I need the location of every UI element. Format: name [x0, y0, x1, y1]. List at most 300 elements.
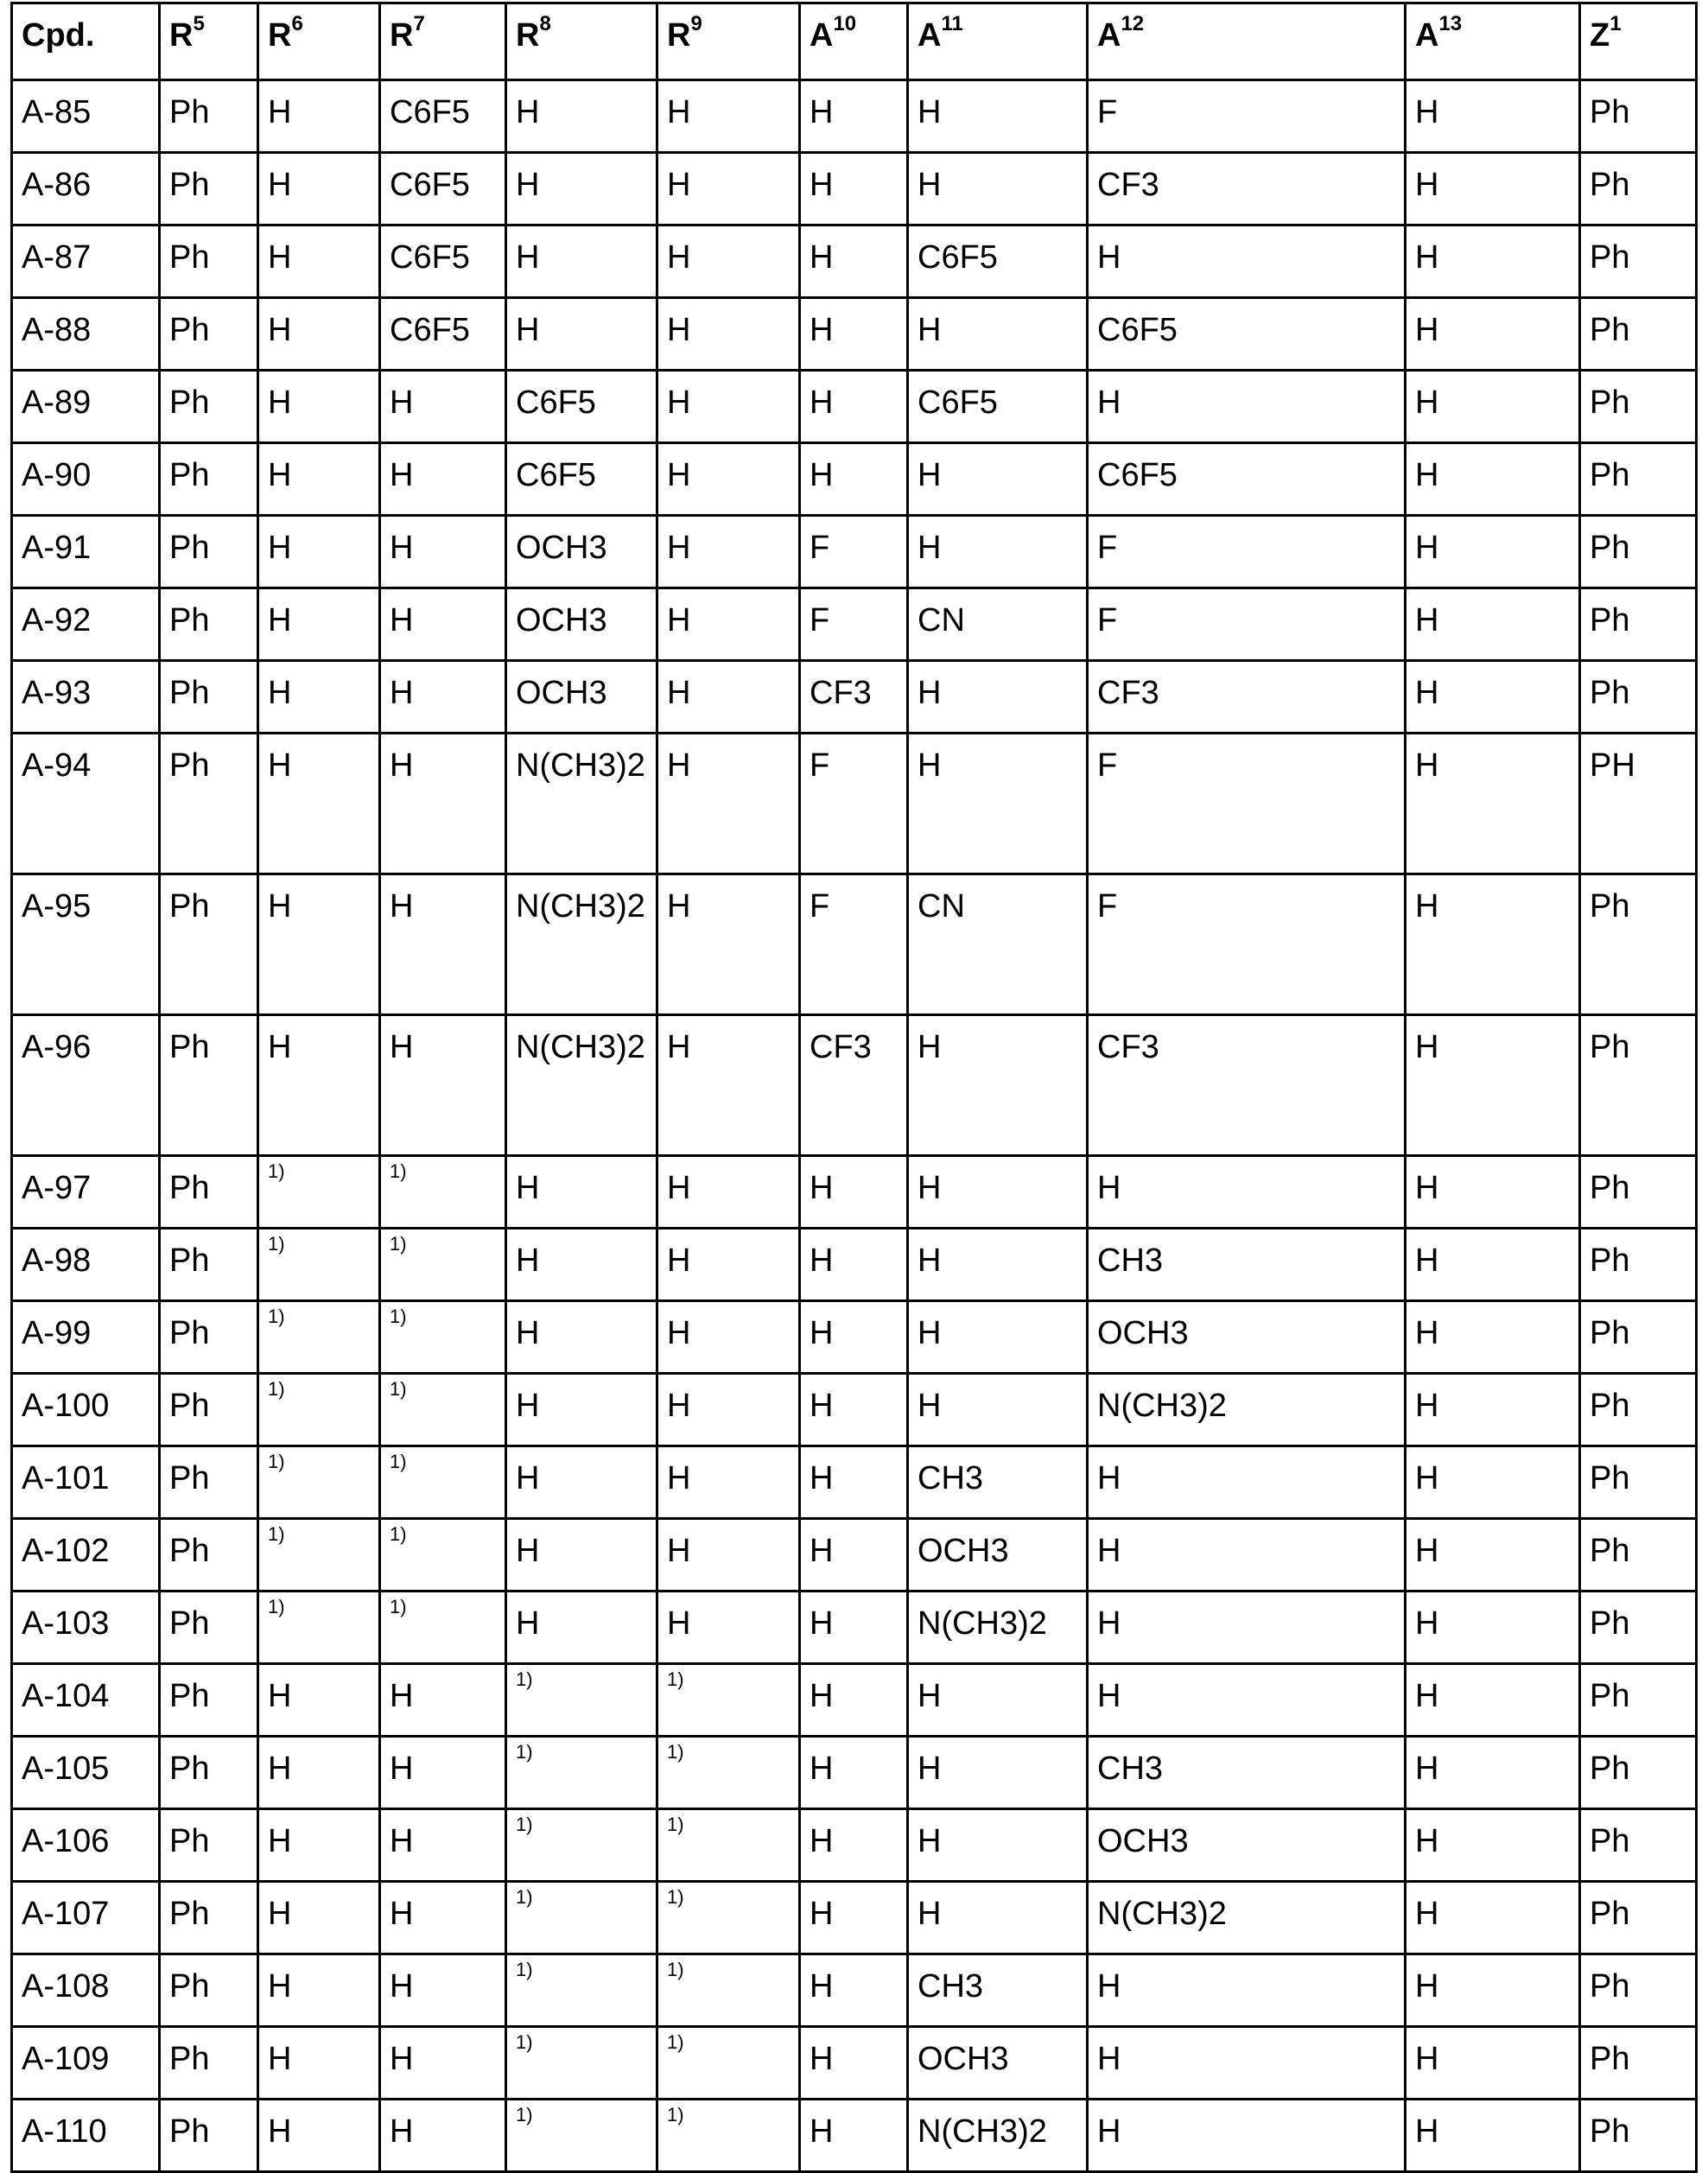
substituent-cell: Ph [1580, 1229, 1697, 1301]
substituent-cell: H [657, 1301, 800, 1374]
substituent-cell: Ph [1580, 1882, 1697, 1954]
footnote-marker-cell: 1) [380, 1301, 506, 1374]
substituent-cell: H [908, 298, 1088, 371]
substituent-cell: C6F5 [506, 443, 657, 516]
header-label: A [1415, 17, 1438, 54]
table-row [12, 371, 1697, 443]
substituent-cell: N(CH3)2 [908, 2100, 1088, 2172]
substituent-cell: H [1406, 443, 1580, 516]
substituent-cell: H [1406, 2100, 1580, 2172]
column-header [800, 3, 908, 80]
compound-table [10, 2, 1698, 2173]
substituent-cell: N(CH3)2 [908, 1592, 1088, 1664]
substituent-cell: Ph [160, 1809, 258, 1882]
substituent-cell: H [258, 1664, 380, 1737]
column-header [380, 3, 506, 80]
substituent-cell: H [1406, 226, 1580, 298]
footnote-marker-cell: 1) [657, 1882, 800, 1954]
substituent-cell: Ph [1580, 1809, 1697, 1882]
substituent-cell: Ph [160, 298, 258, 371]
substituent-cell: H [258, 1809, 380, 1882]
substituent-cell: Ph [1580, 874, 1697, 1015]
substituent-cell: Ph [160, 1664, 258, 1737]
substituent-cell: Ph [160, 734, 258, 874]
substituent-cell: H [1406, 1592, 1580, 1664]
substituent-cell: H [657, 80, 800, 153]
substituent-cell: H [1406, 874, 1580, 1015]
table-row [12, 661, 1697, 734]
table-row [12, 1519, 1697, 1592]
substituent-cell: H [1406, 2027, 1580, 2100]
substituent-cell: H [800, 1882, 908, 1954]
column-header [506, 3, 657, 80]
substituent-cell: H [908, 1882, 1088, 1954]
substituent-cell: Ph [1580, 661, 1697, 734]
compound-id-cell: A-104 [12, 1664, 160, 1737]
table-row [12, 1374, 1697, 1446]
substituent-cell: H [800, 1664, 908, 1737]
compound-id-cell: A-88 [12, 298, 160, 371]
substituent-cell: H [657, 298, 800, 371]
table-row [12, 298, 1697, 371]
substituent-cell: H [380, 516, 506, 588]
substituent-cell: H [657, 371, 800, 443]
header-superscript: 7 [413, 12, 424, 35]
substituent-cell: H [657, 1446, 800, 1519]
substituent-cell: H [380, 874, 506, 1015]
substituent-cell: H [258, 2027, 380, 2100]
footnote-marker-cell: 1) [506, 1809, 657, 1882]
substituent-cell: Ph [1580, 1301, 1697, 1374]
substituent-cell: H [657, 661, 800, 734]
substituent-cell: H [380, 2100, 506, 2172]
substituent-cell: Ph [1580, 2100, 1697, 2172]
substituent-cell: Ph [160, 1015, 258, 1156]
header-row [12, 3, 1697, 80]
substituent-cell: H [1406, 1156, 1580, 1229]
table-row [12, 1156, 1697, 1229]
footnote-marker-cell: 1) [657, 2027, 800, 2100]
column-header [160, 3, 258, 80]
compound-id-cell: A-92 [12, 588, 160, 661]
column-header [1406, 3, 1580, 80]
substituent-cell: Ph [160, 1737, 258, 1809]
header-label: Z [1590, 17, 1610, 54]
substituent-cell: Ph [1580, 1446, 1697, 1519]
substituent-cell: OCH3 [908, 1519, 1088, 1592]
table-row [12, 1664, 1697, 1737]
substituent-cell: H [800, 1737, 908, 1809]
substituent-cell: H [1088, 371, 1406, 443]
substituent-cell: H [506, 1592, 657, 1664]
substituent-cell: Ph [160, 1229, 258, 1301]
substituent-cell: Ph [160, 1882, 258, 1954]
compound-id-cell: A-103 [12, 1592, 160, 1664]
substituent-cell: Ph [1580, 298, 1697, 371]
substituent-cell: H [1406, 1519, 1580, 1592]
substituent-cell: H [1406, 298, 1580, 371]
substituent-cell: H [800, 226, 908, 298]
substituent-cell: H [506, 298, 657, 371]
compound-id-cell: A-100 [12, 1374, 160, 1446]
substituent-cell: F [800, 874, 908, 1015]
substituent-cell: Ph [160, 153, 258, 226]
substituent-cell: H [1088, 1156, 1406, 1229]
footnote-marker-cell: 1) [506, 1954, 657, 2027]
substituent-cell: Ph [160, 80, 258, 153]
footnote-marker-cell: 1) [657, 1664, 800, 1737]
substituent-cell: H [800, 1809, 908, 1882]
substituent-cell: OCH3 [1088, 1301, 1406, 1374]
substituent-cell: H [800, 1374, 908, 1446]
substituent-cell: H [258, 734, 380, 874]
substituent-cell: Ph [1580, 588, 1697, 661]
footnote-marker-cell: 1) [657, 2100, 800, 2172]
substituent-cell: OCH3 [506, 588, 657, 661]
substituent-cell: H [258, 153, 380, 226]
substituent-cell: F [1088, 80, 1406, 153]
compound-id-cell: A-86 [12, 153, 160, 226]
substituent-cell: H [258, 1015, 380, 1156]
substituent-cell: Ph [160, 516, 258, 588]
column-header [258, 3, 380, 80]
substituent-cell: H [1406, 80, 1580, 153]
footnote-marker-cell: 1) [258, 1592, 380, 1664]
substituent-cell: H [1406, 1229, 1580, 1301]
substituent-cell: H [506, 153, 657, 226]
substituent-cell: Ph [1580, 443, 1697, 516]
header-superscript: 11 [941, 12, 962, 35]
substituent-cell: H [380, 734, 506, 874]
column-header [12, 3, 160, 80]
table-row [12, 226, 1697, 298]
table-row [12, 516, 1697, 588]
header-superscript: 13 [1438, 12, 1462, 35]
compound-id-cell: A-95 [12, 874, 160, 1015]
footnote-marker-cell: 1) [506, 1882, 657, 1954]
substituent-cell: H [1088, 226, 1406, 298]
substituent-cell: H [800, 2100, 908, 2172]
substituent-cell: Ph [1580, 516, 1697, 588]
compound-id-cell: A-94 [12, 734, 160, 874]
substituent-cell: N(CH3)2 [506, 734, 657, 874]
substituent-cell: H [506, 1519, 657, 1592]
table-row [12, 734, 1697, 874]
footnote-marker-cell: 1) [258, 1156, 380, 1229]
substituent-cell: H [657, 1374, 800, 1446]
header-superscript: 1 [1610, 12, 1621, 35]
header-label: R [169, 17, 193, 54]
substituent-cell: H [1406, 516, 1580, 588]
header-superscript: 8 [539, 12, 550, 35]
table-row [12, 1229, 1697, 1301]
substituent-cell: Ph [160, 588, 258, 661]
table-row [12, 874, 1697, 1015]
substituent-cell: Ph [160, 661, 258, 734]
substituent-cell: Ph [160, 874, 258, 1015]
substituent-cell: H [657, 1592, 800, 1664]
footnote-marker-cell: 1) [380, 1156, 506, 1229]
footnote-marker-cell: 1) [506, 2100, 657, 2172]
compound-id-cell: A-105 [12, 1737, 160, 1809]
substituent-cell: Ph [1580, 1374, 1697, 1446]
substituent-cell: H [506, 1374, 657, 1446]
table-row [12, 1954, 1697, 2027]
compound-id-cell: A-106 [12, 1809, 160, 1882]
substituent-cell: C6F5 [1088, 443, 1406, 516]
substituent-cell: H [657, 588, 800, 661]
substituent-cell: H [908, 1374, 1088, 1446]
substituent-cell: H [800, 1519, 908, 1592]
header-label: R [667, 17, 690, 54]
compound-id-cell: A-93 [12, 661, 160, 734]
substituent-cell: H [380, 1809, 506, 1882]
substituent-cell: H [1406, 1664, 1580, 1737]
footnote-marker-cell: 1) [506, 1664, 657, 1737]
substituent-cell: H [908, 1301, 1088, 1374]
substituent-cell: Ph [1580, 1737, 1697, 1809]
compound-id-cell: A-89 [12, 371, 160, 443]
substituent-cell: CH3 [1088, 1737, 1406, 1809]
substituent-cell: Ph [160, 226, 258, 298]
substituent-cell: CH3 [1088, 1229, 1406, 1301]
table-row [12, 2027, 1697, 2100]
substituent-cell: Ph [1580, 1664, 1697, 1737]
substituent-cell: H [1088, 2100, 1406, 2172]
substituent-cell: H [258, 588, 380, 661]
substituent-cell: H [258, 516, 380, 588]
compound-id-cell: A-110 [12, 2100, 160, 2172]
table-row [12, 443, 1697, 516]
substituent-cell: H [657, 874, 800, 1015]
substituent-cell: H [258, 874, 380, 1015]
substituent-cell: H [1088, 1446, 1406, 1519]
header-superscript: 6 [291, 12, 302, 35]
substituent-cell: C6F5 [1088, 298, 1406, 371]
footnote-marker-cell: 1) [506, 2027, 657, 2100]
substituent-cell: H [908, 1809, 1088, 1882]
footnote-marker-cell: 1) [258, 1519, 380, 1592]
table-row [12, 153, 1697, 226]
substituent-cell: H [908, 1229, 1088, 1301]
substituent-cell: H [258, 371, 380, 443]
header-label: A [810, 17, 833, 54]
compound-id-cell: A-85 [12, 80, 160, 153]
substituent-cell: H [800, 1954, 908, 2027]
substituent-cell: Ph [160, 2027, 258, 2100]
substituent-cell: H [908, 443, 1088, 516]
substituent-cell: H [258, 1737, 380, 1809]
substituent-cell: N(CH3)2 [506, 874, 657, 1015]
substituent-cell: PH [1580, 734, 1697, 874]
substituent-cell: CF3 [1088, 661, 1406, 734]
compound-id-cell: A-87 [12, 226, 160, 298]
column-header [1580, 3, 1697, 80]
substituent-cell: H [657, 1519, 800, 1592]
footnote-marker-cell: 1) [380, 1446, 506, 1519]
substituent-cell: CN [908, 874, 1088, 1015]
compound-id-cell: A-99 [12, 1301, 160, 1374]
substituent-cell: F [1088, 874, 1406, 1015]
substituent-cell: C6F5 [380, 298, 506, 371]
substituent-cell: H [380, 1737, 506, 1809]
substituent-cell: OCH3 [506, 661, 657, 734]
substituent-cell: Ph [1580, 153, 1697, 226]
substituent-cell: H [800, 371, 908, 443]
substituent-cell: CH3 [908, 1954, 1088, 2027]
header-superscript: 10 [833, 12, 856, 35]
footnote-marker-cell: 1) [380, 1229, 506, 1301]
footnote-marker-cell: 1) [258, 1301, 380, 1374]
substituent-cell: H [800, 1229, 908, 1301]
substituent-cell: H [1406, 1737, 1580, 1809]
header-superscript: 12 [1121, 12, 1144, 35]
footnote-marker-cell: 1) [380, 1592, 506, 1664]
substituent-cell: H [258, 226, 380, 298]
substituent-cell: OCH3 [908, 2027, 1088, 2100]
substituent-cell: H [908, 153, 1088, 226]
substituent-cell: H [657, 734, 800, 874]
table-row [12, 2100, 1697, 2172]
substituent-cell: C6F5 [506, 371, 657, 443]
column-header [1088, 3, 1406, 80]
substituent-cell: H [380, 371, 506, 443]
substituent-cell: H [506, 226, 657, 298]
substituent-cell: H [800, 1301, 908, 1374]
substituent-cell: H [800, 1446, 908, 1519]
substituent-cell: CF3 [800, 661, 908, 734]
header-superscript: 9 [690, 12, 702, 35]
substituent-cell: Ph [160, 1301, 258, 1374]
substituent-cell: CH3 [908, 1446, 1088, 1519]
substituent-cell: H [258, 443, 380, 516]
substituent-cell: H [1406, 1301, 1580, 1374]
substituent-cell: H [258, 298, 380, 371]
substituent-cell: H [258, 1882, 380, 1954]
substituent-cell: Ph [1580, 2027, 1697, 2100]
substituent-cell: H [1406, 1954, 1580, 2027]
compound-id-cell: A-90 [12, 443, 160, 516]
substituent-cell: H [657, 1015, 800, 1156]
compound-id-cell: A-107 [12, 1882, 160, 1954]
substituent-cell: Ph [1580, 80, 1697, 153]
substituent-cell: H [1406, 1374, 1580, 1446]
substituent-cell: H [800, 298, 908, 371]
substituent-cell: H [800, 1592, 908, 1664]
substituent-cell: N(CH3)2 [506, 1015, 657, 1156]
substituent-cell: H [1406, 588, 1580, 661]
substituent-cell: OCH3 [1088, 1809, 1406, 1882]
substituent-cell: OCH3 [506, 516, 657, 588]
substituent-cell: H [1406, 1015, 1580, 1156]
substituent-cell: H [908, 1737, 1088, 1809]
header-label: R [268, 17, 291, 54]
substituent-cell: F [800, 734, 908, 874]
substituent-cell: H [380, 661, 506, 734]
substituent-cell: H [800, 443, 908, 516]
compound-id-cell: A-97 [12, 1156, 160, 1229]
footnote-marker-cell: 1) [657, 1737, 800, 1809]
substituent-cell: H [908, 734, 1088, 874]
substituent-cell: Ph [1580, 1592, 1697, 1664]
compound-id-cell: A-101 [12, 1446, 160, 1519]
compound-id-cell: A-109 [12, 2027, 160, 2100]
substituent-cell: CF3 [1088, 153, 1406, 226]
substituent-cell: H [1406, 1809, 1580, 1882]
table-row [12, 1301, 1697, 1374]
substituent-cell: H [908, 1664, 1088, 1737]
substituent-cell: H [506, 1301, 657, 1374]
compound-id-cell: A-96 [12, 1015, 160, 1156]
substituent-cell: H [800, 2027, 908, 2100]
footnote-marker-cell: 1) [657, 1809, 800, 1882]
footnote-marker-cell: 1) [258, 1374, 380, 1446]
column-header [657, 3, 800, 80]
substituent-cell: CN [908, 588, 1088, 661]
table-row [12, 80, 1697, 153]
footnote-marker-cell: 1) [380, 1519, 506, 1592]
substituent-cell: H [258, 2100, 380, 2172]
table-row [12, 588, 1697, 661]
substituent-cell: Ph [1580, 1954, 1697, 2027]
substituent-cell: H [1088, 2027, 1406, 2100]
substituent-cell: H [908, 661, 1088, 734]
substituent-cell: Ph [160, 1954, 258, 2027]
substituent-cell: H [258, 661, 380, 734]
substituent-cell: H [1088, 1592, 1406, 1664]
substituent-cell: Ph [1580, 1156, 1697, 1229]
substituent-cell: H [1406, 661, 1580, 734]
substituent-cell: Ph [160, 1592, 258, 1664]
substituent-cell: H [506, 1446, 657, 1519]
substituent-cell: Ph [1580, 1015, 1697, 1156]
table-row [12, 1809, 1697, 1882]
substituent-cell: H [657, 1229, 800, 1301]
substituent-cell: F [1088, 734, 1406, 874]
substituent-cell: H [380, 588, 506, 661]
substituent-cell: H [1406, 1882, 1580, 1954]
substituent-cell: C6F5 [380, 80, 506, 153]
substituent-cell: H [800, 153, 908, 226]
substituent-cell: H [506, 1229, 657, 1301]
substituent-cell: C6F5 [380, 226, 506, 298]
substituent-cell: H [506, 80, 657, 153]
substituent-cell: H [380, 1882, 506, 1954]
substituent-cell: H [908, 516, 1088, 588]
substituent-cell: Ph [160, 371, 258, 443]
substituent-cell: H [657, 516, 800, 588]
substituent-cell: H [380, 443, 506, 516]
substituent-cell: F [1088, 516, 1406, 588]
header-label: R [516, 17, 539, 54]
footnote-marker-cell: 1) [258, 1229, 380, 1301]
substituent-cell: H [1406, 734, 1580, 874]
substituent-cell: H [657, 443, 800, 516]
substituent-cell: H [800, 80, 908, 153]
footnote-marker-cell: 1) [506, 1737, 657, 1809]
substituent-cell: H [380, 1954, 506, 2027]
substituent-cell: H [380, 1015, 506, 1156]
header-label: Cpd. [22, 17, 94, 54]
substituent-cell: Ph [160, 1374, 258, 1446]
substituent-cell: CF3 [1088, 1015, 1406, 1156]
substituent-cell: Ph [160, 1446, 258, 1519]
substituent-cell: H [1406, 371, 1580, 443]
substituent-cell: CF3 [800, 1015, 908, 1156]
substituent-cell: Ph [1580, 371, 1697, 443]
column-header [908, 3, 1088, 80]
substituent-cell: H [1088, 1954, 1406, 2027]
